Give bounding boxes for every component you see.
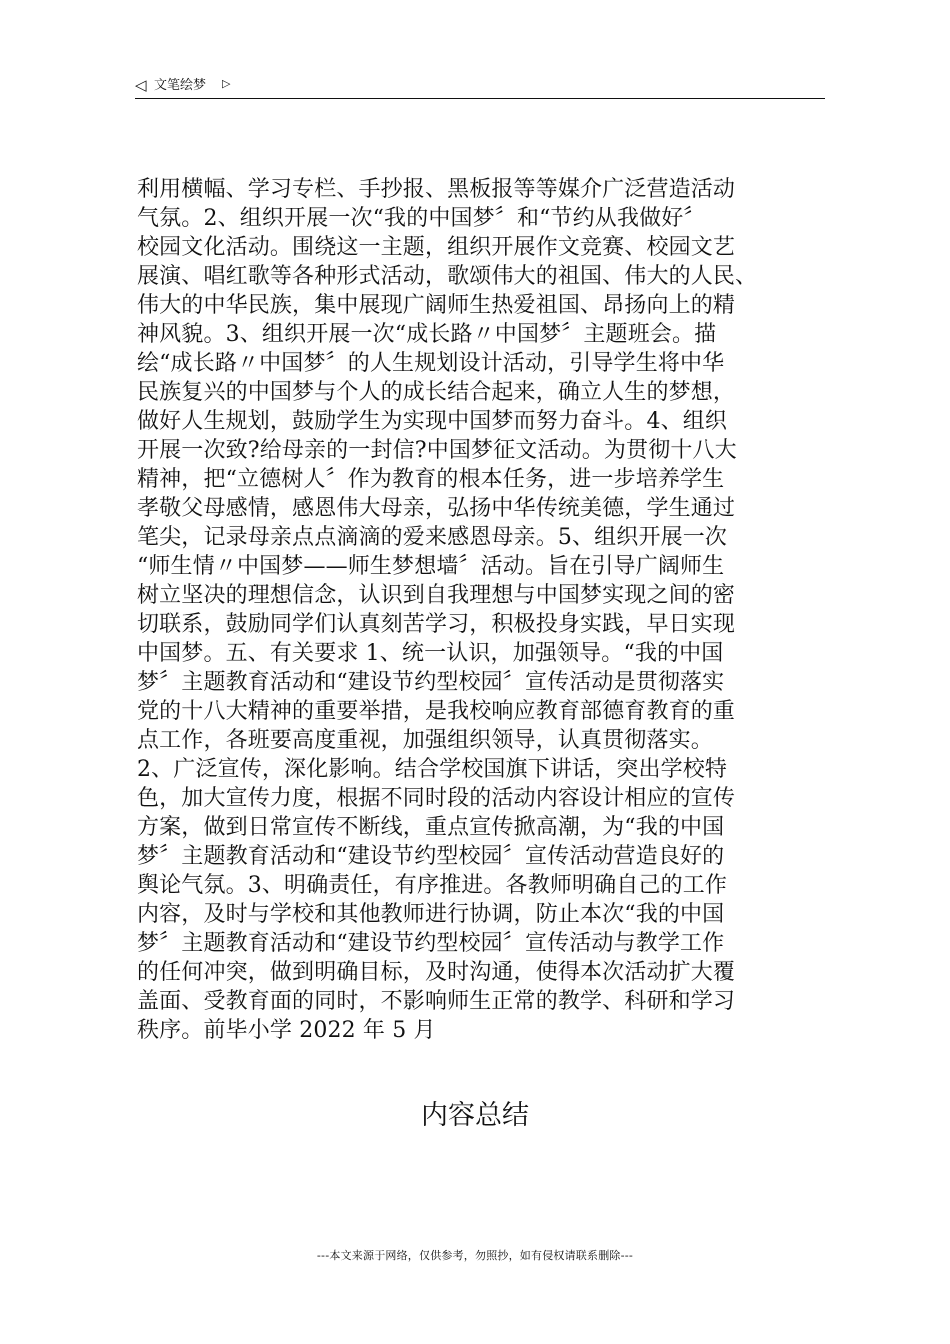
summary-heading: 内容总结 — [421, 1100, 529, 1131]
triangle-left-icon: ◁ — [135, 76, 147, 94]
body-text-line: 神风貌。3、组织开展一次“成长路〃中国梦〞主题班会。描 — [137, 322, 717, 347]
body-text-line: 盖面、受教育面的同时，不影响师生正常的教学、科研和学习 — [137, 989, 736, 1014]
body-text-line: 展演、唱红歌等各种形式活动，歌颂伟大的祖国、伟大的人民、 — [137, 264, 758, 289]
body-text-line: 中国梦。五、有关要求 1、统一认识，加强领导。“我的中国 — [137, 641, 724, 666]
body-text-line: 孝敬父母感情，感恩伟大母亲，弘扬中华传统美德，学生通过 — [137, 496, 736, 521]
header-title: 文笔绘梦 — [154, 78, 207, 93]
body-text-line: 色，加大宣传力度，根据不同时段的活动内容设计相应的宣传 — [137, 786, 736, 811]
body-text-line: 2、广泛宣传，深化影响。结合学校国旗下讲话，突出学校特 — [137, 757, 728, 782]
triangle-right-icon: ▷ — [222, 77, 231, 90]
document-body — [137, 175, 827, 1045]
body-text-line: 民族复兴的中国梦与个人的成长结合起来，确立人生的梦想， — [137, 380, 736, 405]
body-text-line: 树立坚决的理想信念，认识到自我理想与中国梦实现之间的密 — [137, 583, 736, 608]
body-text-line: 气氛。2、组织开展一次“我的中国梦〞和“节约从我做好〞 — [137, 206, 706, 231]
body-text-line: 绘“成长路〃中国梦〞的人生规划设计活动，引导学生将中华 — [137, 351, 725, 376]
body-text-line: 笔尖，记录母亲点点滴滴的爱来感恩母亲。5、组织开展一次 — [137, 525, 728, 550]
body-text-line: 利用横幅、学习专栏、手抄报、黑板报等等媒介广泛营造活动 — [137, 177, 736, 202]
body-text-line: 梦〞主题教育活动和“建设节约型校园〞宣传活动营造良好的 — [137, 844, 725, 869]
body-text-line: 做好人生规划，鼓励学生为实现中国梦而努力奋斗。4、组织 — [137, 409, 728, 434]
body-text-line: 方案，做到日常宣传不断线，重点宣传掀高潮，为“我的中国 — [137, 815, 725, 840]
body-text-line: 伟大的中华民族，集中展现广阔师生热爱祖国、昂扬向上的精 — [137, 293, 736, 318]
body-text-line: 内容，及时与学校和其他教师进行协调，防止本次“我的中国 — [137, 902, 725, 927]
body-text-line: 舆论气氛。3、明确责任，有序推进。各教师明确自己的工作 — [137, 873, 728, 898]
body-text-line: 党的十八大精神的重要举措，是我校响应教育部德育教育的重 — [137, 699, 736, 724]
body-text-line: 秩序。前毕小学 2022 年 5 月 — [137, 1018, 436, 1043]
body-text-line: “师生情〃中国梦——师生梦想墙〞活动。旨在引导广阔师生 — [137, 554, 725, 579]
footer-disclaimer: ---本文来源于网络，仅供参考，勿照抄，如有侵权请联系删除--- — [316, 1249, 634, 1262]
page-header — [135, 74, 825, 99]
body-text-line: 校园文化活动。围绕这一主题，组织开展作文竞赛、校园文艺 — [137, 235, 736, 260]
body-text-line: 精神，把“立德树人〞作为教育的根本任务，进一步培养学生 — [137, 467, 725, 492]
body-text-line: 梦〞主题教育活动和“建设节约型校园〞宣传活动是贯彻落实 — [137, 670, 725, 695]
body-text-line: 开展一次致?给母亲的一封信?中国梦征文活动。为贯彻十八大 — [137, 438, 737, 463]
body-text-line: 梦〞主题教育活动和“建设节约型校园〞宣传活动与教学工作 — [137, 931, 725, 956]
body-text-line: 切联系，鼓励同学们认真刻苦学习，积极投身实践，早日实现 — [137, 612, 736, 637]
body-text-line: 的任何冲突，做到明确目标，及时沟通，使得本次活动扩大覆 — [137, 960, 736, 985]
body-text-line: 点工作，各班要高度重视，加强组织领导，认真贯彻落实。 — [137, 728, 713, 753]
